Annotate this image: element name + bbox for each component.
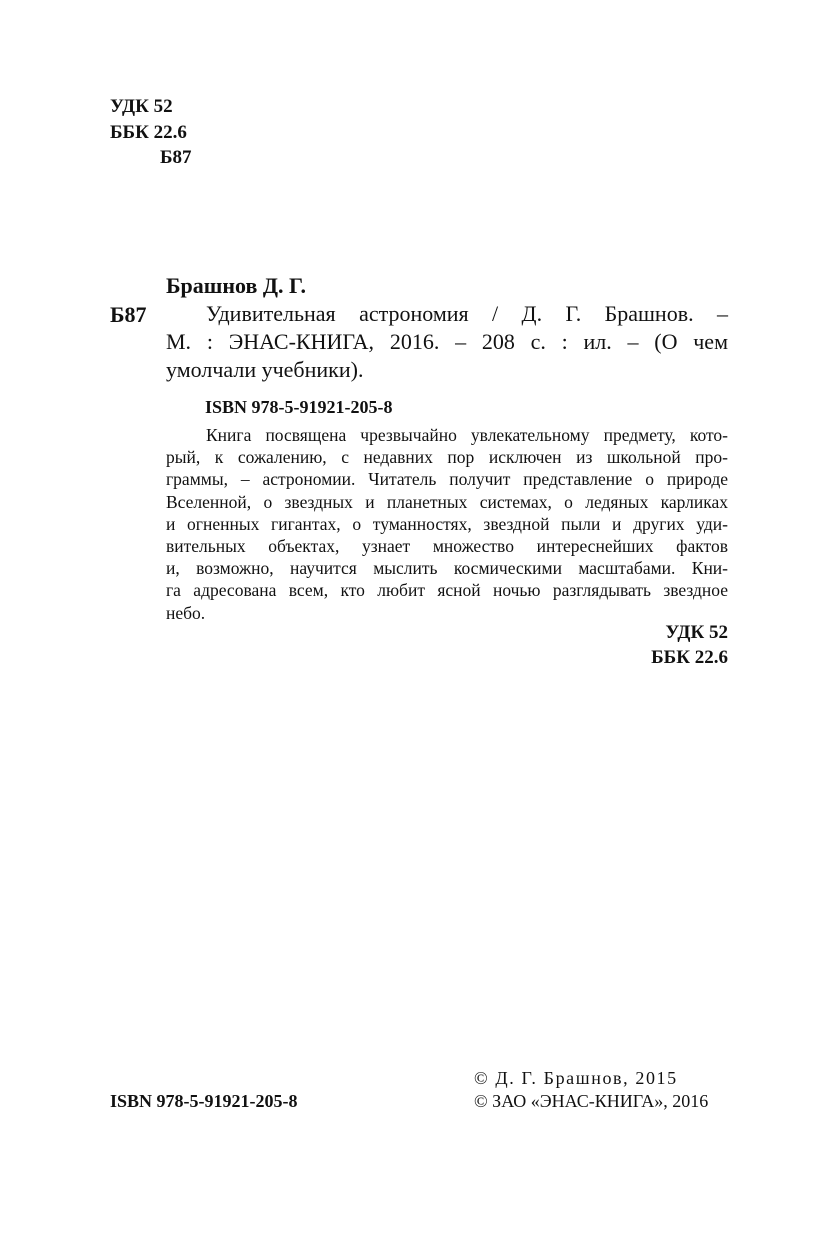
record-author-mark: Б87 [110, 302, 147, 327]
record-author: Брашнов Д. Г. [166, 273, 307, 298]
annotation [166, 424, 728, 624]
annotation-line: Вселенной, о звездных и планетных системах, о ледяных карликах [166, 491, 728, 512]
record-isbn: ISBN 978-5-91921-205-8 [205, 397, 393, 417]
record-line: умолчали учебники). [166, 357, 364, 382]
record-line: Удивительная астрономия / Д. Г. Брашнов. – [206, 301, 728, 326]
bbk-code-top: ББК 22.6 [110, 122, 187, 143]
record-line: М. : ЭНАС-КНИГА, 2016. – 208 с. : ил. – (О чем [166, 329, 728, 354]
udk-code-bottom: УДК 52 [665, 622, 728, 643]
footer-isbn: ISBN 978-5-91921-205-8 [110, 1091, 298, 1111]
annotation-line: вительных объектах, узнает множество интереснейших фактов [166, 536, 728, 557]
annotation-line: небо. [166, 602, 206, 623]
author-mark-top: Б87 [160, 147, 192, 168]
copyright-author: © Д. Г. Брашнов, 2015 [474, 1068, 678, 1088]
record-description [166, 300, 728, 384]
udk-code-top: УДК 52 [110, 96, 173, 117]
annotation-line: и, возможно, научится мыслить космическими масштабами. Кни- [166, 558, 728, 579]
bbk-code-bottom: ББК 22.6 [651, 647, 728, 668]
annotation-line: и огненных гигантах, о туманностях, звездной пыли и других уди- [166, 513, 728, 534]
annotation-line: рый, к сожалению, с недавних пор исключен из школьной про- [166, 447, 728, 468]
annotation-line: граммы, – астрономии. Читатель получит представление о природе [166, 469, 728, 490]
annotation-line: Книга посвящена чрезвычайно увлекательному предмету, кото- [206, 425, 728, 445]
copyright-publisher: © ЗАО «ЭНАС-КНИГА», 2016 [474, 1091, 709, 1111]
annotation-line: га адресована всем, кто любит ясной ночью разглядывать звездное [166, 580, 728, 601]
